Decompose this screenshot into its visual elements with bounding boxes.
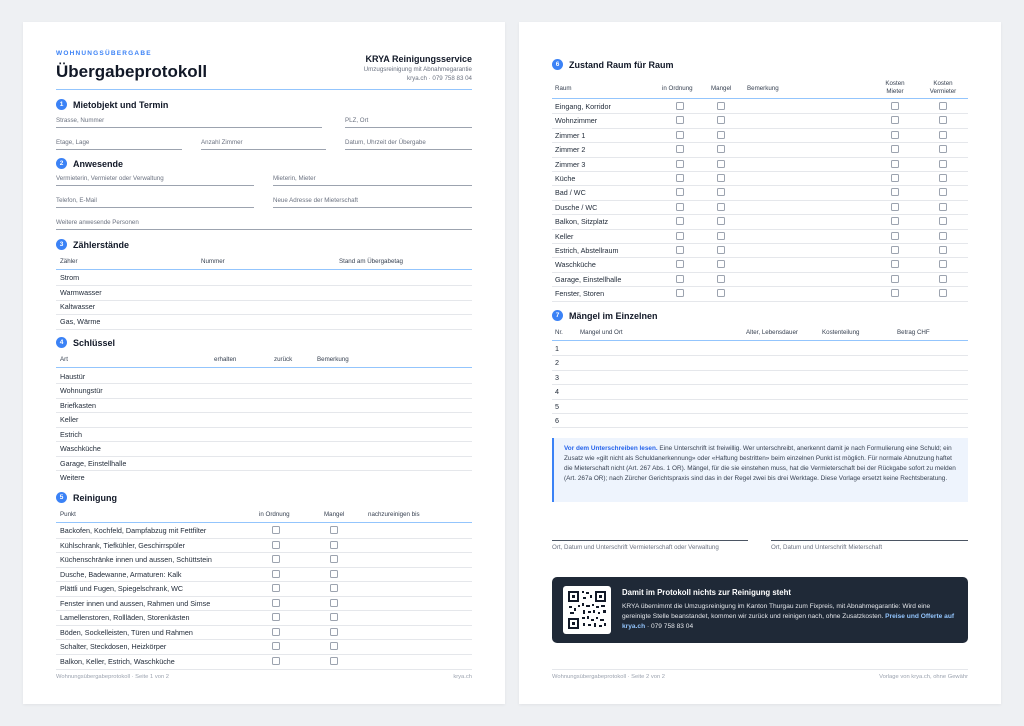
ok-checkbox[interactable] <box>272 628 280 636</box>
cost-tenant-checkbox[interactable] <box>891 275 899 283</box>
defect-number: 5 <box>555 401 559 411</box>
company-name: KRYA Reinigungsservice <box>365 54 472 64</box>
table-row <box>552 257 968 272</box>
field-label-floor: Etage, Lage <box>56 139 90 146</box>
room-name: Zimmer 3 <box>555 159 586 169</box>
defect-number: 4 <box>555 387 559 397</box>
cost-landlord-checkbox[interactable] <box>939 116 947 124</box>
section-1-heading <box>56 99 168 110</box>
cost-landlord-checkbox[interactable] <box>939 102 947 110</box>
table-row <box>552 128 968 143</box>
ok-checkbox[interactable] <box>676 232 684 240</box>
key-header-returned: zurück <box>274 356 293 363</box>
key-name: Waschküche <box>60 444 101 453</box>
ok-checkbox[interactable] <box>676 203 684 211</box>
section-title: Mietobjekt und Termin <box>73 99 169 110</box>
section-number: 5 <box>56 492 67 503</box>
table-row <box>56 538 472 553</box>
defect-checkbox[interactable] <box>330 613 338 621</box>
meter-name: Strom <box>60 273 80 282</box>
room-name: Bad / WC <box>555 188 586 198</box>
footer-right: Vorlage von krya.ch, ohne Gewähr <box>879 674 968 680</box>
ok-checkbox[interactable] <box>272 541 280 549</box>
cleaning-header-defect: Mangel <box>324 511 345 518</box>
section-3-heading <box>56 239 129 250</box>
table-row <box>552 214 968 229</box>
defect-checkbox[interactable] <box>717 102 725 110</box>
footer-left: Wohnungsübergabeprotokoll · Seite 1 von 2 <box>56 674 170 680</box>
table-row <box>56 285 472 300</box>
section-number: 4 <box>56 337 67 348</box>
defect-checkbox[interactable] <box>330 657 338 665</box>
defect-checkbox[interactable] <box>330 628 338 636</box>
room-name: Fenster, Storen <box>555 289 605 299</box>
table-row[interactable] <box>552 370 968 385</box>
room-header-remark: Bemerkung <box>747 85 779 92</box>
section-number: 3 <box>56 239 67 250</box>
defect-checkbox[interactable] <box>330 541 338 549</box>
table-row <box>56 567 472 582</box>
table-row[interactable] <box>552 399 968 414</box>
cost-tenant-checkbox[interactable] <box>891 232 899 240</box>
room-header-defect: Mangel <box>711 85 732 92</box>
table-row <box>56 270 472 285</box>
defects-header-age: Alter, Lebensdauer <box>746 329 798 336</box>
defect-number: 3 <box>555 372 559 382</box>
defects-header-item: Mangel und Ort <box>580 329 623 336</box>
cost-tenant-checkbox[interactable] <box>891 102 899 110</box>
defect-rows <box>552 341 968 441</box>
defect-checkbox[interactable] <box>717 188 725 196</box>
key-name: Estrich <box>60 430 82 439</box>
key-name: Haustür <box>60 372 86 381</box>
table-row <box>56 596 472 611</box>
key-name: Keller <box>60 415 79 424</box>
field-label-plz: PLZ, Ort <box>345 117 369 124</box>
ok-checkbox[interactable] <box>676 131 684 139</box>
cleaning-item: Balkon, Keller, Estrich, Waschküche <box>60 657 175 666</box>
cleaning-header-ok: in Ordnung <box>259 511 290 518</box>
cost-landlord-checkbox[interactable] <box>939 275 947 283</box>
defects-header-split: Kostenteilung <box>822 329 860 336</box>
cost-landlord-checkbox[interactable] <box>939 160 947 168</box>
table-row <box>552 243 968 258</box>
ok-checkbox[interactable] <box>676 116 684 124</box>
room-name: Zimmer 2 <box>555 145 586 155</box>
cost-tenant-checkbox[interactable] <box>891 160 899 168</box>
room-header-ok: in Ordnung <box>662 85 693 92</box>
section-4-heading <box>56 337 115 348</box>
promo-panel <box>552 577 968 643</box>
footer-right: krya.ch <box>453 674 472 680</box>
table-row[interactable] <box>552 341 968 356</box>
meter-name: Warmwasser <box>60 288 102 297</box>
cost-landlord-checkbox[interactable] <box>939 232 947 240</box>
section-title: Zustand Raum für Raum <box>569 59 674 70</box>
page-2 <box>519 22 1001 704</box>
ok-checkbox[interactable] <box>676 289 684 297</box>
table-row <box>56 639 472 654</box>
company-contact: krya.ch · 079 758 83 04 <box>406 75 472 82</box>
section-title: Mängel im Einzelnen <box>569 310 658 321</box>
table-row <box>56 299 472 314</box>
promo-contact: · 079 758 83 04 <box>645 623 694 630</box>
key-name: Weitere <box>60 473 85 482</box>
key-name: Briefkasten <box>60 401 96 410</box>
section-7-heading <box>552 310 658 321</box>
cleaning-item: Kühlschrank, Tiefkühler, Geschirrspüler <box>60 541 186 550</box>
table-row <box>56 610 472 625</box>
table-row <box>552 286 968 301</box>
cleaning-header-redo: nachzureinigen bis <box>368 511 420 518</box>
table-row <box>56 625 472 640</box>
promo-text: KRYA übernimmt die Umzugsreinigung im Kanton Thurgau zum Fixpreis, mit Abnahmegarantie: Wird eine gereinigte Stelle beanstandet, kommen wir zurück und reinigen nach, ohne Zusatzkosten. <box>622 603 931 620</box>
section-number: 6 <box>552 59 563 70</box>
defect-checkbox[interactable] <box>717 275 725 283</box>
defect-checkbox[interactable] <box>330 555 338 563</box>
field-label-street: Strasse, Nummer <box>56 117 105 124</box>
key-table <box>56 356 472 486</box>
notice-text: Eine Unterschrift ist freiwillig. Wer unterschreibt, anerkennt damit je nach Formulierung eine Schuld; ein Zusatz wie «gilt nicht als Schuldanerkennung» oder «Haftung bestritten» beim einzelnen Punkt ist möglich. Für normale Abnutzung haftet die Mieterschaft nicht (Art. 267 Abs. 1 OR). Mängel, für die sie einstehen muss, hat die Vermieterschaft bei der Rückgabe sofort zu melden (Art. 267a OR); nach Zürcher Gerichtspraxis sind das in der Regel zwei bis drei Werktage. Diese Vorlage ersetzt keine Rechtsberatung. <box>564 445 956 482</box>
defect-checkbox[interactable] <box>717 145 725 153</box>
floor-field[interactable] <box>56 149 182 150</box>
cost-tenant-checkbox[interactable] <box>891 131 899 139</box>
defect-checkbox[interactable] <box>717 232 725 240</box>
section-number: 7 <box>552 310 563 321</box>
field-label-phone: Telefon, E-Mail <box>56 197 97 204</box>
tenant-field[interactable] <box>273 185 472 186</box>
table-row <box>552 185 968 200</box>
field-label-newaddr: Neue Adresse der Mieterschaft <box>273 197 358 204</box>
room-header-cost-landlord: Kosten Vermieter <box>929 80 957 95</box>
field-label-others: Weitere anwesende Personen <box>56 219 139 226</box>
promo-title: Damit im Protokoll nichts zur Reinigung steht <box>622 588 791 597</box>
table-row <box>552 157 968 172</box>
defect-checkbox[interactable] <box>717 116 725 124</box>
meter-header-reading: Stand am Übergabetag <box>339 258 403 265</box>
others-field[interactable] <box>56 229 472 230</box>
ok-checkbox[interactable] <box>272 570 280 578</box>
defect-checkbox[interactable] <box>330 570 338 578</box>
cleaning-item: Böden, Sockelleisten, Türen und Rahmen <box>60 628 193 637</box>
defect-checkbox[interactable] <box>330 584 338 592</box>
defect-number: 1 <box>555 344 559 353</box>
title-divider <box>56 89 472 90</box>
cost-tenant-checkbox[interactable] <box>891 217 899 225</box>
defect-checkbox[interactable] <box>717 174 725 182</box>
promo-text-block <box>622 602 958 632</box>
key-name: Wohnungstür <box>60 386 103 395</box>
table-row <box>552 272 968 287</box>
key-header-received: erhalten <box>214 356 237 363</box>
ok-checkbox[interactable] <box>676 260 684 268</box>
table-row <box>552 99 968 114</box>
notice-lead: Vor dem Unterschreiben lesen. <box>564 445 658 452</box>
table-row <box>56 654 472 669</box>
qr-code-icon[interactable] <box>563 586 611 634</box>
cost-landlord-checkbox[interactable] <box>939 260 947 268</box>
cost-landlord-checkbox[interactable] <box>939 203 947 211</box>
cleaning-header-item: Punkt <box>60 511 76 518</box>
defect-checkbox[interactable] <box>717 203 725 211</box>
ok-checkbox[interactable] <box>272 642 280 650</box>
defects-header-amount: Betrag CHF <box>897 329 930 336</box>
legal-notice <box>552 438 968 502</box>
key-name: Garage, Einstellhalle <box>60 459 127 468</box>
section-title: Zählerstände <box>73 239 130 250</box>
signature-landlord-line[interactable] <box>552 540 748 541</box>
kicker: WOHNUNGSÜBERGABE <box>56 50 152 57</box>
defect-checkbox[interactable] <box>717 131 725 139</box>
room-name: Waschküche <box>555 260 596 270</box>
table-row <box>56 581 472 596</box>
defect-checkbox[interactable] <box>717 160 725 168</box>
cost-landlord-checkbox[interactable] <box>939 217 947 225</box>
room-name: Küche <box>555 174 576 183</box>
room-name: Zimmer 1 <box>555 130 586 140</box>
signature-tenant-line[interactable] <box>771 540 968 541</box>
cost-tenant-checkbox[interactable] <box>891 246 899 254</box>
cleaning-item: Lamellenstoren, Rollläden, Storenkästen <box>60 613 190 622</box>
defect-checkbox[interactable] <box>717 217 725 225</box>
room-header-room: Raum <box>555 85 572 92</box>
defect-checkbox[interactable] <box>330 599 338 607</box>
date-field[interactable] <box>345 149 472 150</box>
table-row <box>552 113 968 128</box>
signature-landlord-label: Ort, Datum und Unterschrift Vermieterschaft oder Verwaltung <box>552 544 719 551</box>
ok-checkbox[interactable] <box>272 657 280 665</box>
field-label-rooms: Anzahl Zimmer <box>201 139 243 146</box>
cost-tenant-checkbox[interactable] <box>891 116 899 124</box>
cost-tenant-checkbox[interactable] <box>891 145 899 153</box>
ok-checkbox[interactable] <box>272 613 280 621</box>
section-6-heading <box>552 59 674 70</box>
room-name: Dusche / WC <box>555 202 598 212</box>
room-name: Eingang, Korridor <box>555 102 611 111</box>
ok-checkbox[interactable] <box>676 145 684 153</box>
cost-landlord-checkbox[interactable] <box>939 246 947 254</box>
cost-tenant-checkbox[interactable] <box>891 188 899 196</box>
cost-landlord-checkbox[interactable] <box>939 289 947 297</box>
defect-checkbox[interactable] <box>717 246 725 254</box>
ok-checkbox[interactable] <box>676 246 684 254</box>
section-5-heading <box>56 492 117 503</box>
cost-landlord-checkbox[interactable] <box>939 174 947 182</box>
room-rows <box>552 99 968 309</box>
table-row[interactable] <box>552 384 968 399</box>
table-row <box>56 314 472 329</box>
landlord-field[interactable] <box>56 185 254 186</box>
page-1 <box>23 22 505 704</box>
cleaning-table <box>56 511 472 671</box>
plz-field[interactable] <box>345 127 472 128</box>
defect-checkbox[interactable] <box>717 260 725 268</box>
promo-link[interactable]: Preise und Offerte auf krya.ch <box>622 613 955 630</box>
ok-checkbox[interactable] <box>272 584 280 592</box>
room-name: Keller <box>555 231 574 241</box>
cleaning-item: Plättli und Fugen, Spiegelschrank, WC <box>60 584 184 593</box>
cost-tenant-checkbox[interactable] <box>891 260 899 268</box>
room-name: Wohnzimmer <box>555 116 598 126</box>
room-name: Balkon, Sitzplatz <box>555 217 609 227</box>
defect-number: 6 <box>555 416 559 425</box>
defect-number: 2 <box>555 358 559 368</box>
cost-tenant-checkbox[interactable] <box>891 174 899 182</box>
cleaning-item: Schalter, Steckdosen, Heizkörper <box>60 642 167 651</box>
cost-landlord-checkbox[interactable] <box>939 188 947 196</box>
cleaning-item: Backofen, Kochfeld, Dampfabzug mit Fettfilter <box>60 526 207 535</box>
meter-header-number: Nummer <box>201 258 225 265</box>
page-title: Übergabeprotokoll <box>56 62 208 81</box>
table-row <box>56 523 472 538</box>
cost-landlord-checkbox[interactable] <box>939 131 947 139</box>
table-row <box>552 229 968 244</box>
cleaning-item: Dusche, Badewanne, Armaturen: Kalk <box>60 570 182 579</box>
ok-checkbox[interactable] <box>676 160 684 168</box>
table-row <box>552 200 968 215</box>
room-name: Garage, Einstellhalle <box>555 274 622 284</box>
room-header-cost-tenant: Kosten Mieter <box>885 80 905 95</box>
ok-checkbox[interactable] <box>272 555 280 563</box>
signature-tenant-label: Ort, Datum und Unterschrift Mieterschaft <box>771 544 883 551</box>
cleaning-item: Küchenschränke innen und aussen, Schüttstein <box>60 555 212 564</box>
section-number: 1 <box>56 99 67 110</box>
phone-field[interactable] <box>56 207 254 208</box>
section-title: Schlüssel <box>73 337 116 348</box>
company-block <box>364 54 472 82</box>
new-address-field[interactable] <box>273 207 472 208</box>
ok-checkbox[interactable] <box>676 102 684 110</box>
field-label-tenant: Mieterin, Mieter <box>273 175 316 182</box>
key-header-type: Art <box>60 356 68 363</box>
section-2-heading <box>56 158 123 169</box>
rooms-field[interactable] <box>201 149 326 150</box>
table-row <box>56 552 472 567</box>
field-label-landlord: Vermieterin, Vermieter oder Verwaltung <box>56 175 164 182</box>
street-field[interactable] <box>56 127 322 128</box>
company-tagline: Umzugsreinigung mit Abnahmegarantie <box>363 66 472 73</box>
meter-header-name: Zähler <box>60 258 78 265</box>
table-row[interactable] <box>552 355 968 370</box>
table-row <box>552 142 968 157</box>
section-title: Reinigung <box>73 492 117 503</box>
footer-left: Wohnungsübergabeprotokoll · Seite 2 von 2 <box>552 674 666 680</box>
section-title: Anwesende <box>73 158 124 169</box>
field-label-date: Datum, Uhrzeit der Übergabe <box>345 139 426 146</box>
defect-checkbox[interactable] <box>717 289 725 297</box>
defect-checkbox[interactable] <box>330 642 338 650</box>
cost-tenant-checkbox[interactable] <box>891 203 899 211</box>
meter-name: Gas, Wärme <box>60 317 101 326</box>
ok-checkbox[interactable] <box>272 599 280 607</box>
section-number: 2 <box>56 158 67 169</box>
ok-checkbox[interactable] <box>676 217 684 225</box>
ok-checkbox[interactable] <box>676 188 684 196</box>
table-row <box>552 171 968 186</box>
key-header-remark: Bemerkung <box>317 356 349 363</box>
defects-header-nr: Nr. <box>555 329 563 336</box>
defect-checkbox[interactable] <box>330 526 338 534</box>
table-row[interactable] <box>552 413 968 428</box>
meter-name: Kaltwasser <box>60 302 96 311</box>
ok-checkbox[interactable] <box>676 275 684 283</box>
cost-landlord-checkbox[interactable] <box>939 145 947 153</box>
ok-checkbox[interactable] <box>676 174 684 182</box>
cost-tenant-checkbox[interactable] <box>891 289 899 297</box>
room-name: Estrich, Abstellraum <box>555 246 619 255</box>
cleaning-item: Fenster innen und aussen, Rahmen und Simse <box>60 599 211 608</box>
ok-checkbox[interactable] <box>272 526 280 534</box>
